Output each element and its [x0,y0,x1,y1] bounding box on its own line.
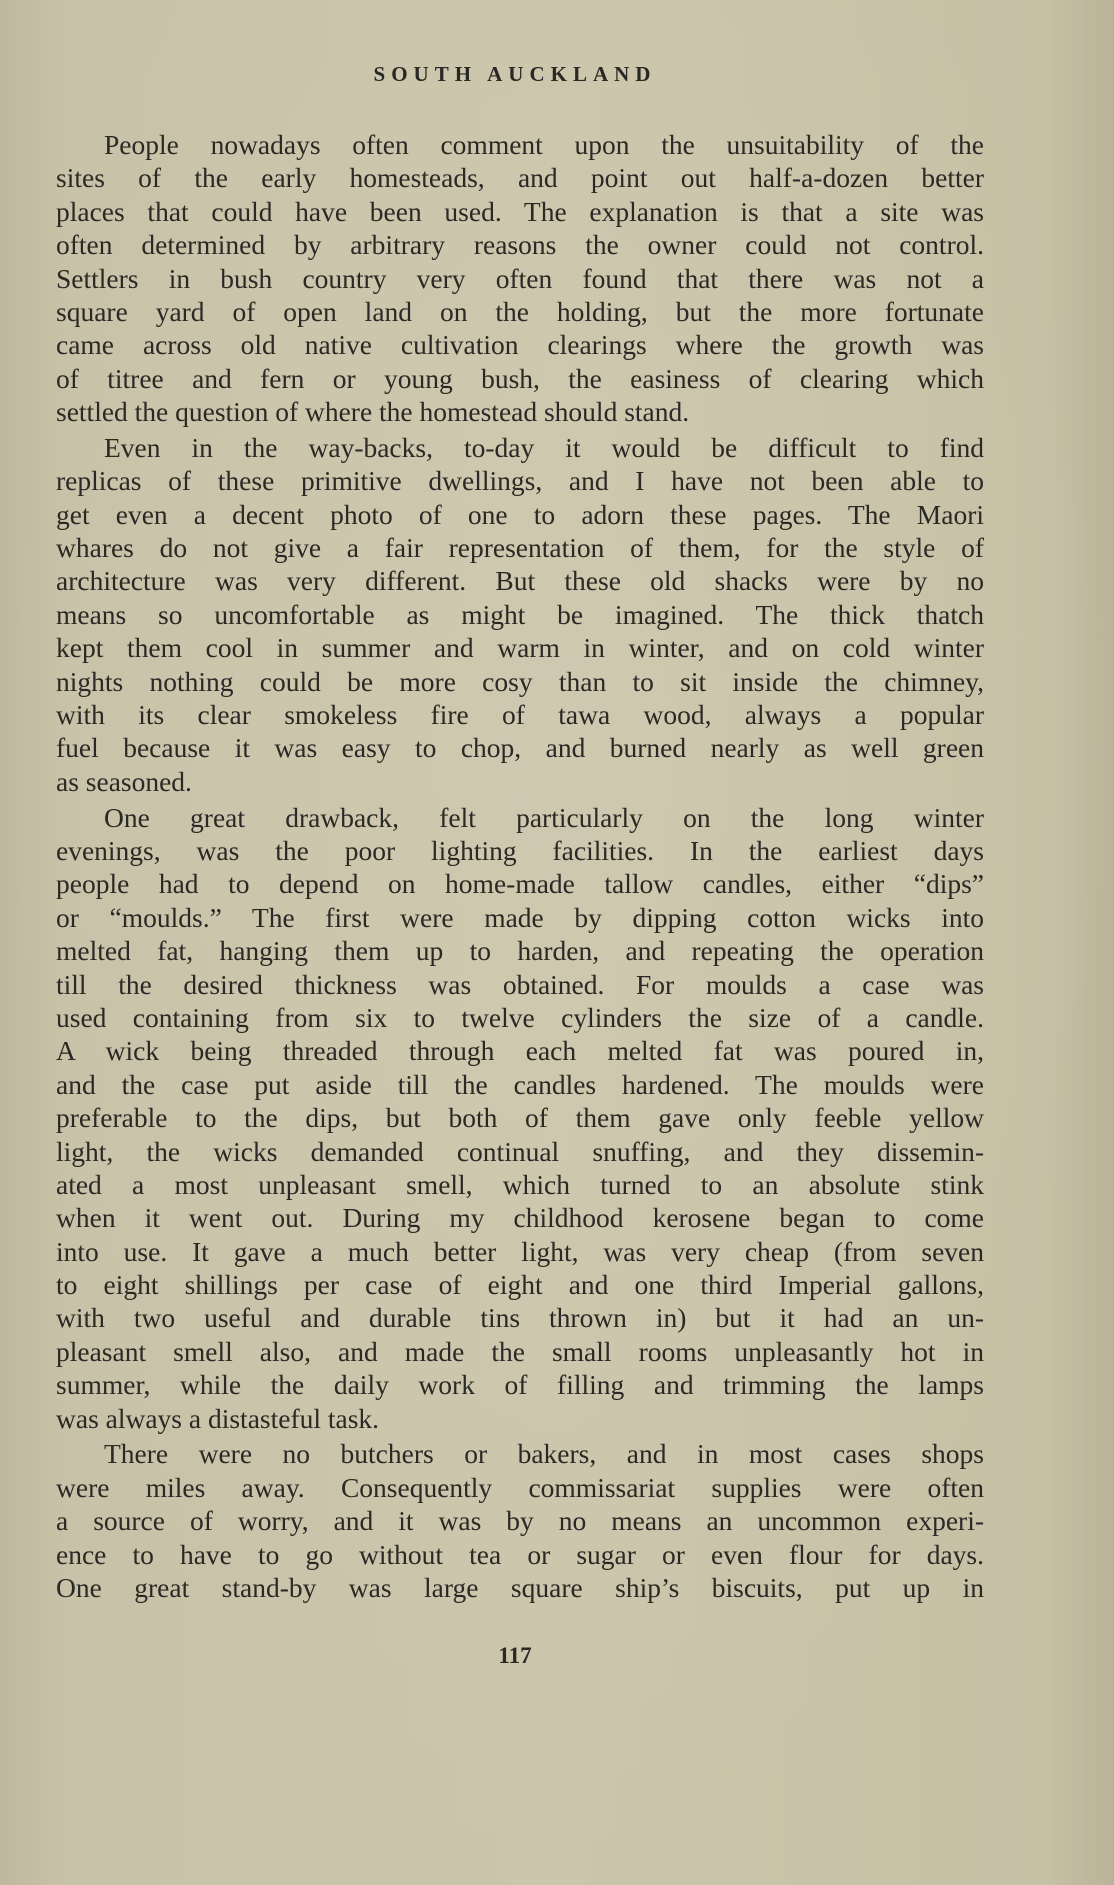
text-line: replicas of these primitive dwellings, and I have not been able to [56,465,984,497]
text-line: settled the question of where the homestead should stand. [56,396,690,428]
text-line: places that could have been used. The explanation is that a site was [56,195,984,227]
text-line: means so uncomfortable as might be imagined. The thick thatch [56,598,984,630]
text-line: used containing from six to twelve cylinders the size of a candle. [56,1001,984,1033]
text-line: into use. It gave a much better light, was very cheap (from seven [56,1235,984,1267]
text-line: melted fat, hanging them up to harden, and repeating the operation [56,935,984,967]
text-line: or “moulds.” The first were made by dipping cotton wicks into [56,901,984,933]
paragraph [56,431,984,798]
text-line: whares do not give a fair representation of them, for the style of [56,532,984,564]
text-line: with two useful and durable tins thrown in) but it had an un- [56,1302,984,1334]
text-line: light, the wicks demanded continual snuffing, and they dissemin- [56,1135,984,1167]
page-number: 117 [498,1643,532,1668]
text-line: People nowadays often comment upon the unsuitability of the [104,129,984,160]
text-line: sites of the early homesteads, and point out half-a-dozen better [56,162,984,194]
text-line: pleasant smell also, and made the small rooms unpleasantly hot in [56,1335,984,1367]
text-line: architecture was very different. But these old shacks were by no [56,565,984,597]
text-line: ated a most unpleasant smell, which turned to an absolute stink [56,1168,984,1200]
text-line: ence to have to go without tea or sugar or even flour for days. [56,1538,984,1570]
text-line: with its clear smokeless fire of tawa wood, always a popular [56,699,984,731]
text-line: One great stand-by was large square ship’s biscuits, put up in [56,1571,984,1603]
text-line: often determined by arbitrary reasons the owner could not control. [56,229,984,261]
paragraph [56,1437,984,1604]
text-line: There were no butchers or bakers, and in most cases shops [104,1438,984,1470]
text-line: nights nothing could be more cosy than to sit inside the chimney, [56,665,984,697]
text-line: a source of worry, and it was by no means an uncommon experi- [56,1505,984,1537]
text-line: when it went out. During my childhood kerosene began to come [56,1202,984,1234]
text-line: and the case put aside till the candles hardened. The moulds were [56,1068,984,1100]
text-line: A wick being threaded through each melted fat was poured in, [56,1035,984,1067]
text-line: Settlers in bush country very often found that there was not a [56,262,984,294]
text-line: kept them cool in summer and warm in winter, and on cold winter [56,632,984,664]
paragraph [56,128,984,429]
text-line: summer, while the daily work of filling and trimming the lamps [56,1369,984,1401]
running-head: SOUTH AUCKLAND [373,62,657,86]
text-line: preferable to the dips, but both of them gave only feeble yellow [56,1102,984,1134]
text-line: as seasoned. [56,765,192,797]
body-text [56,128,984,1604]
text-line: Even in the way-backs, to-day it would be difficult to find [104,431,984,463]
text-line: were miles away. Consequently commissariat supplies were often [56,1471,984,1503]
text-line: people had to depend on home-made tallow candles, either “dips” [56,868,984,900]
text-line: to eight shillings per case of eight and one third Imperial gallons, [56,1269,984,1301]
text-line: was always a distasteful task. [56,1402,380,1434]
text-line: get even a decent photo of one to adorn these pages. The Maori [56,498,984,530]
paragraph [56,801,984,1435]
text-line: square yard of open land on the holding, but the more fortunate [56,295,984,327]
text-line: of titree and fern or young bush, the easiness of clearing which [56,362,984,394]
text-line: came across old native cultivation clearings where the growth was [56,329,984,361]
text-line: evenings, was the poor lighting facilities. In the earliest days [56,834,984,866]
text-line: fuel because it was easy to chop, and burned nearly as well green [56,732,984,764]
text-line: One great drawback, felt particularly on the long winter [104,801,984,833]
text-line: till the desired thickness was obtained. For moulds a case was [56,968,984,1000]
